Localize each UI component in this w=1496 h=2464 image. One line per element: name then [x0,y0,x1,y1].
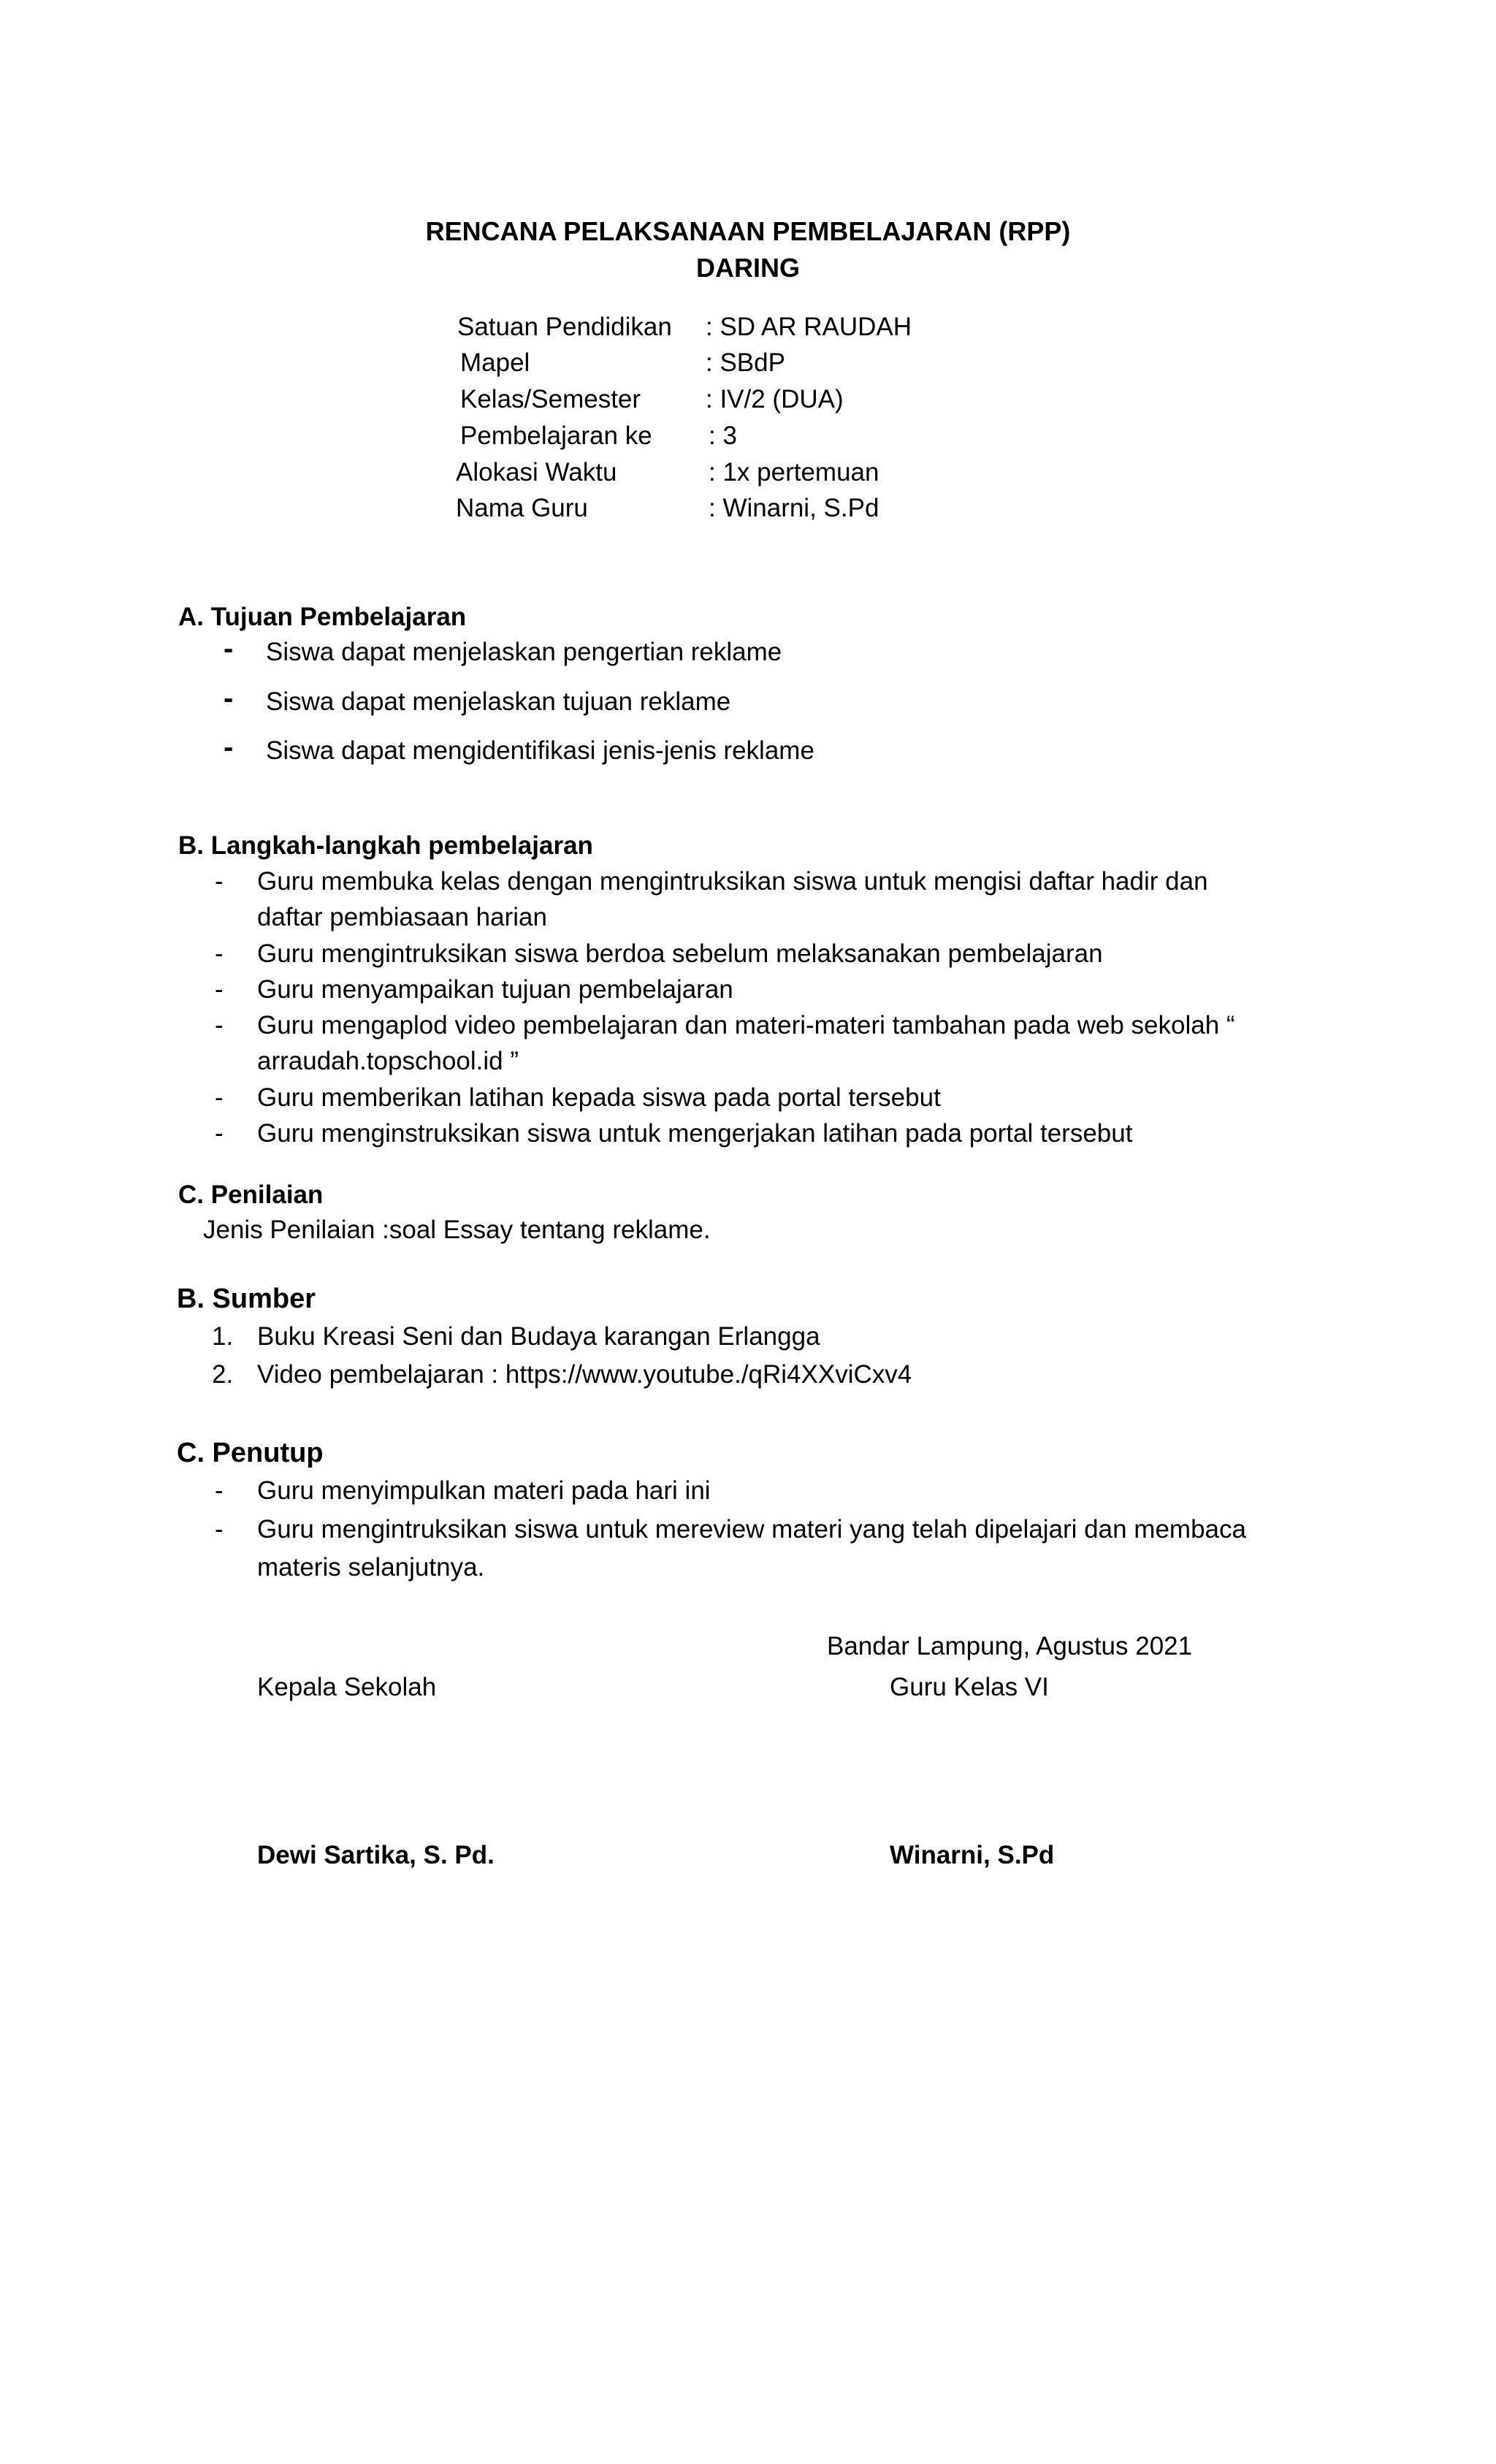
identity-value: : 1x pertemuan [709,458,879,487]
list-bullet: - [215,1083,224,1112]
list-bullet: - [215,867,224,896]
identity-value: : SBdP [706,348,785,377]
identity-label: Alokasi Waktu [456,458,617,487]
list-item: Buku Kreasi Seni dan Budaya karangan Erlangga [257,1322,820,1351]
list-item: Guru membuka kelas dengan mengintruksikan siswa untuk mengisi daftar hadir dan [257,867,1208,896]
list-item-continuation: arraudah.topschool.id ” [257,1047,519,1075]
list-item-continuation: daftar pembiasaan harian [257,903,547,931]
right-signatory-name: Winarni, S.Pd [890,1841,1055,1869]
identity-value: : 3 [709,422,737,450]
list-bullet: - [224,731,234,763]
list-bullet: - [224,633,234,665]
list-bullet: - [215,975,224,1004]
identity-label: Satuan Pendidikan [457,313,672,341]
list-item: Siswa dapat menjelaskan pengertian reklame [266,638,782,666]
list-item: Siswa dapat menjelaskan tujuan reklame [266,687,731,716]
identity-label: Pembelajaran ke [460,422,652,450]
identity-value: : IV/2 (DUA) [706,385,844,413]
identity-label: Mapel [460,348,530,377]
right-role: Guru Kelas VI [890,1673,1049,1701]
left-role: Kepala Sekolah [257,1673,437,1701]
list-item: Guru memberikan latihan kepada siswa pada portal tersebut [257,1083,941,1112]
list-number: 1. [212,1322,234,1351]
list-item: Guru menyimpulkan materi pada hari ini [257,1476,711,1505]
list-bullet: - [215,939,224,968]
list-item: Guru mengaplod video pembelajaran dan materi-materi tambahan pada web sekolah “ [257,1011,1235,1040]
section-heading: C. Penutup [177,1438,324,1468]
list-bullet: - [215,1476,224,1505]
list-item: Video pembelajaran : https://www.youtube./qRi4XXviCxv4 [257,1360,912,1389]
list-bullet: - [224,682,234,714]
list-item: Siswa dapat mengidentifikasi jenis-jenis reklame [266,736,814,765]
identity-value: : SD AR RAUDAH [706,313,912,341]
list-item: Guru mengintruksikan siswa berdoa sebelum melaksanakan pembelajaran [257,939,1103,968]
section-heading: B. Sumber [177,1284,316,1314]
place-date: Bandar Lampung, Agustus 2021 [827,1632,1193,1660]
identity-label: Nama Guru [456,494,588,522]
left-signatory-name: Dewi Sartika, S. Pd. [257,1841,495,1869]
list-item: Guru mengintruksikan siswa untuk mereview materi yang telah dipelajari dan membaca [257,1515,1246,1544]
document-title: RENCANA PELAKSANAAN PEMBELAJARAN (RPP) [425,216,1071,246]
list-item-continuation: materis selanjutnya. [257,1553,485,1582]
list-bullet: - [215,1119,224,1148]
section-heading: B. Langkah-langkah pembelajaran [178,831,593,860]
list-item: Guru menginstruksikan siswa untuk mengerjakan latihan pada portal tersebut [257,1119,1133,1148]
identity-label: Kelas/Semester [460,385,641,413]
list-item: Guru menyampaikan tujuan pembelajaran [257,975,733,1004]
identity-value: : Winarni, S.Pd [709,494,879,522]
assessment-text: Jenis Penilaian :soal Essay tentang reklame. [203,1216,711,1244]
section-heading: C. Penilaian [178,1180,324,1209]
list-bullet: - [215,1011,224,1040]
document-subtitle: DARING [696,253,800,283]
list-bullet: - [215,1515,224,1544]
section-heading: A. Tujuan Pembelajaran [178,603,467,631]
list-number: 2. [212,1360,234,1389]
